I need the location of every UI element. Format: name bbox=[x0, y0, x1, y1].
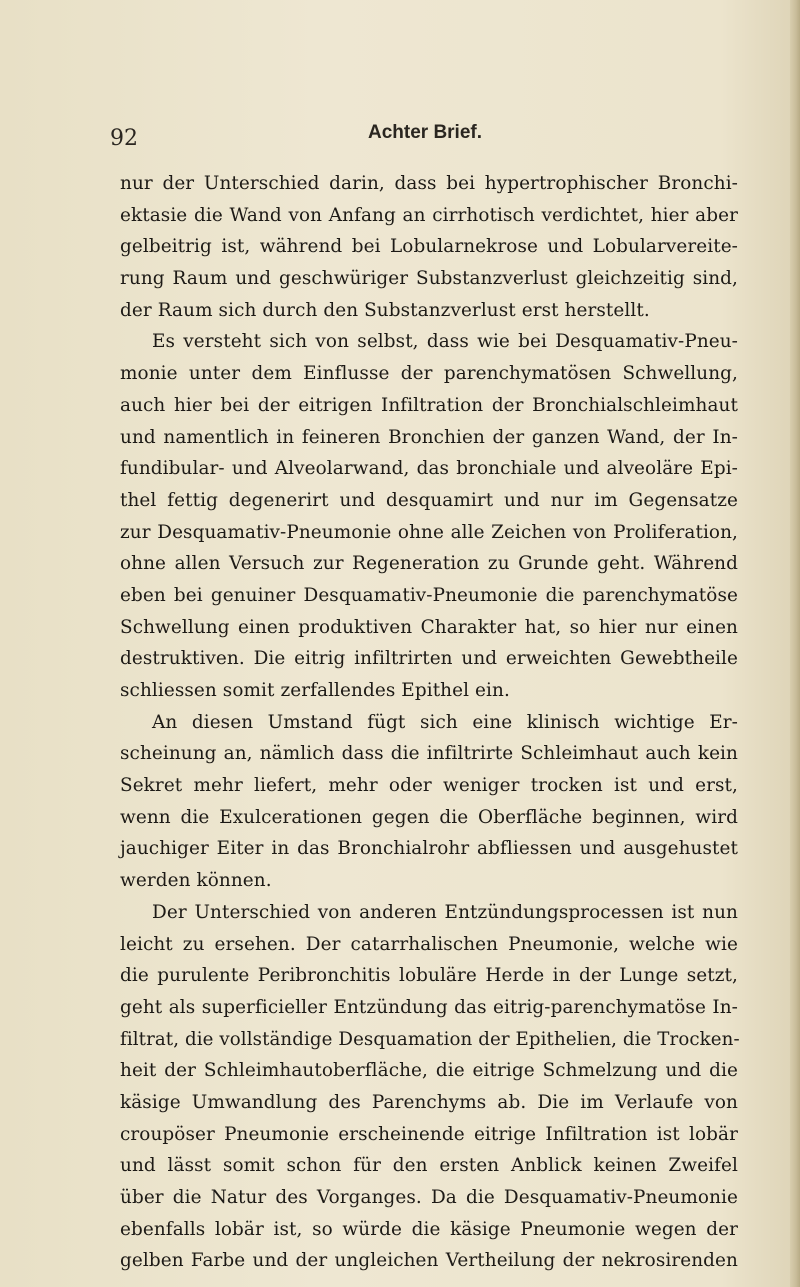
text-line: Sekret mehr liefert, mehr oder weniger trocken ist und erst, bbox=[120, 775, 738, 797]
text-line: gelben Farbe und der ungleichen Vertheilung der nekrosirenden bbox=[120, 1250, 738, 1272]
text-line: ohne allen Versuch zur Regeneration zu Grunde geht. Während bbox=[120, 553, 738, 575]
text-line: und namentlich in feineren Bronchien der ganzen Wand, der In- bbox=[120, 426, 738, 448]
text-line: die purulente Peribronchitis lobuläre Herde in der Lunge setzt, bbox=[120, 965, 738, 987]
text-line: rung Raum und geschwüriger Substanzverlust gleichzeitig sind, bbox=[120, 268, 738, 290]
page-edge bbox=[790, 0, 800, 1287]
text-line: filtrat, die vollständige Desquamation der Epithelien, die Trocken- bbox=[120, 1028, 740, 1050]
text-line: Es versteht sich von selbst, dass wie bei Desquamativ-Pneu- bbox=[152, 331, 738, 353]
text-line: wenn die Exulcerationen gegen die Oberfläche beginnen, wird bbox=[120, 806, 738, 828]
text-line: Schwellung einen produktiven Charakter hat, so hier nur einen bbox=[120, 616, 738, 638]
text-line: nur der Unterschied darin, dass bei hypertrophischer Bronchi- bbox=[120, 173, 738, 194]
text-line: An diesen Umstand fügt sich eine klinisch wichtige Er- bbox=[152, 711, 738, 733]
page-header bbox=[110, 120, 740, 160]
text-line: ebenfalls lobär ist, so würde die käsige Pneumonie wegen der bbox=[120, 1218, 738, 1240]
page-number: 92 bbox=[110, 126, 138, 151]
text-line: auch hier bei der eitrigen Infiltration der Bronchialschleimhaut bbox=[120, 394, 738, 416]
text-line: monie unter dem Einflusse der parenchymatösen Schwellung, bbox=[120, 363, 738, 385]
text-line: leicht zu ersehen. Der catarrhalischen Pneumonie, welche wie bbox=[120, 933, 738, 955]
text-line: ektasie die Wand von Anfang an cirrhotisch verdichtet, hier aber bbox=[120, 204, 738, 226]
text-line: jauchiger Eiter in das Bronchialrohr abfliessen und ausgehustet bbox=[120, 838, 738, 860]
text-line: über die Natur des Vorganges. Da die Desquamativ-Pneumonie bbox=[120, 1187, 738, 1208]
text-line: fundibular- und Alveolarwand, das bronchiale und alveoläre Epi- bbox=[120, 458, 738, 480]
body-text bbox=[120, 168, 738, 1277]
text-line: schliessen somit zerfallendes Epithel ein. bbox=[120, 680, 510, 701]
running-head: Achter Brief. bbox=[367, 122, 483, 143]
text-line: gelbeitrig ist, während bei Lobularnekrose und Lobularvereite- bbox=[120, 236, 738, 258]
text-line: scheinung an, nämlich dass die infiltrirte Schleimhaut auch kein bbox=[120, 743, 738, 765]
text-line: geht als superficieller Entzündung das eitrig-parenchymatöse In- bbox=[120, 996, 738, 1018]
text-line: Der Unterschied von anderen Entzündungsprocessen ist nun bbox=[152, 901, 738, 923]
text-line: käsige Umwandlung des Parenchyms ab. Die im Verlaufe von bbox=[120, 1091, 738, 1113]
text-line: zur Desquamativ-Pneumonie ohne alle Zeichen von Proliferation, bbox=[120, 521, 738, 543]
text-line: der Raum sich durch den Substanzverlust erst herstellt. bbox=[120, 299, 650, 321]
text-line: destruktiven. Die eitrig infiltrirten und erweichten Gewebtheile bbox=[120, 648, 738, 670]
text-line: eben bei genuiner Desquamativ-Pneumonie die parenchymatöse bbox=[120, 584, 738, 606]
text-line: thel fettig degenerirt und desquamirt und nur im Gegensatze bbox=[120, 489, 738, 511]
text-line: heit der Schleimhautoberfläche, die eitrige Schmelzung und die bbox=[120, 1060, 738, 1082]
text-line: croupöser Pneumonie erscheinende eitrige Infiltration ist lobär bbox=[120, 1123, 738, 1145]
text-line: und lässt somit schon für den ersten Anblick keinen Zweifel bbox=[120, 1155, 738, 1177]
text-line: werden können. bbox=[120, 870, 272, 892]
